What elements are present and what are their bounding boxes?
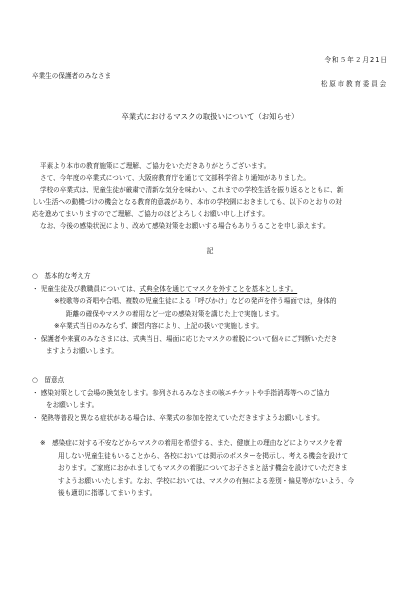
section-notes: [32, 374, 392, 424]
note-line: おります。ご家庭におかれましてもマスクの着脱についてお子さまと話す機会を設けていただきま: [58, 464, 348, 472]
body-line: さて、今年度の卒業式について、大阪府教育庁を通じて文部科学省より通知がありました。: [40, 174, 310, 182]
body-line: 学校の卒業式は、児童生徒が厳粛で清新な気分を味わい、これまでの学校生活を振り返るとともに、新: [40, 186, 344, 194]
bullet-text: ・ 感染対策として会場の換気をします。参列されるみなさまの咳エチケットや手指消毒等へのご協力: [32, 388, 330, 397]
sender: 松原市教育委員会: [320, 80, 388, 88]
recipient: 卒業生の保護者のみなさま: [32, 72, 112, 80]
section-heading: ○ 留意点: [32, 376, 65, 384]
underlined-text: 式典全体を通じてマスクを外すことを基本とします。: [139, 284, 298, 293]
body-line: 応を進めてまいりますのでご理解、ご協力のほどよろしくお願い申し上げます。: [32, 210, 269, 218]
closing-note: [40, 437, 392, 500]
body-line: なお、今後の感染状況により、改めて感染対策をお願いする場合もありうることを申し添えます。: [40, 222, 330, 230]
body-line: しい生活への動機づけの機会となる教育的意義があり、本市の学校園におきましても、以下のとおりの対: [32, 198, 342, 206]
section-basic-policy: [32, 270, 392, 358]
note-line: 用しない児童生徒もいることから、各校においては掲示のポスターを掲示し、考える機会を設けて: [58, 451, 349, 460]
bullet-text: ・ 保護者や来賓のみなさまには、式典当日、場面に応じたマスクの着脱について個々にご判断いただき: [32, 334, 338, 343]
section-heading: ○ 基本的な考え方: [32, 272, 91, 280]
issue-date: 令和５年２月21日: [324, 56, 388, 64]
body-paragraphs: [32, 160, 392, 232]
ki-marker: 記: [206, 247, 214, 255]
note-line: ※卒業式当日のみならず、練習内容により、上記の扱いで実施します。: [54, 322, 263, 330]
body-line: 平素より本市の教育施策にご理解、ご協力をいただきありがとうございます。: [40, 162, 271, 170]
bullet-text: ますようお願いします。: [46, 347, 119, 355]
bullet-text: をお願いします。: [46, 401, 99, 409]
document-title: 卒業式におけるマスクの取扱いについて（お知らせ）: [121, 112, 299, 121]
note-line: 後も適切に指導してまいります。: [58, 489, 157, 497]
bullet-text: ・ 発熱等普段と異なる症状がある場合は、卒業式の参加を控えていただきますようお願いします。: [32, 413, 324, 422]
note-line: ※校歌等の斉唱や合唱、複数の児童生徒による「呼びかけ」などの発声を伴う場面では，身体的: [54, 297, 337, 305]
note-line: すようお願いいたします。なお、学校においては、マスクの有無による差別・偏見等がないよう、今: [58, 476, 355, 485]
note-line: 距離の確保やマスクの着用など一定の感染対策を講じた上で実施します。: [66, 309, 284, 318]
bullet-text: ・ 児童生徒及び教職員については、: [32, 284, 140, 293]
note-line: ※ 感染症に対する不安などからマスクの着用を希望する、また、健康上の理由などによりマスクを着: [40, 439, 343, 447]
